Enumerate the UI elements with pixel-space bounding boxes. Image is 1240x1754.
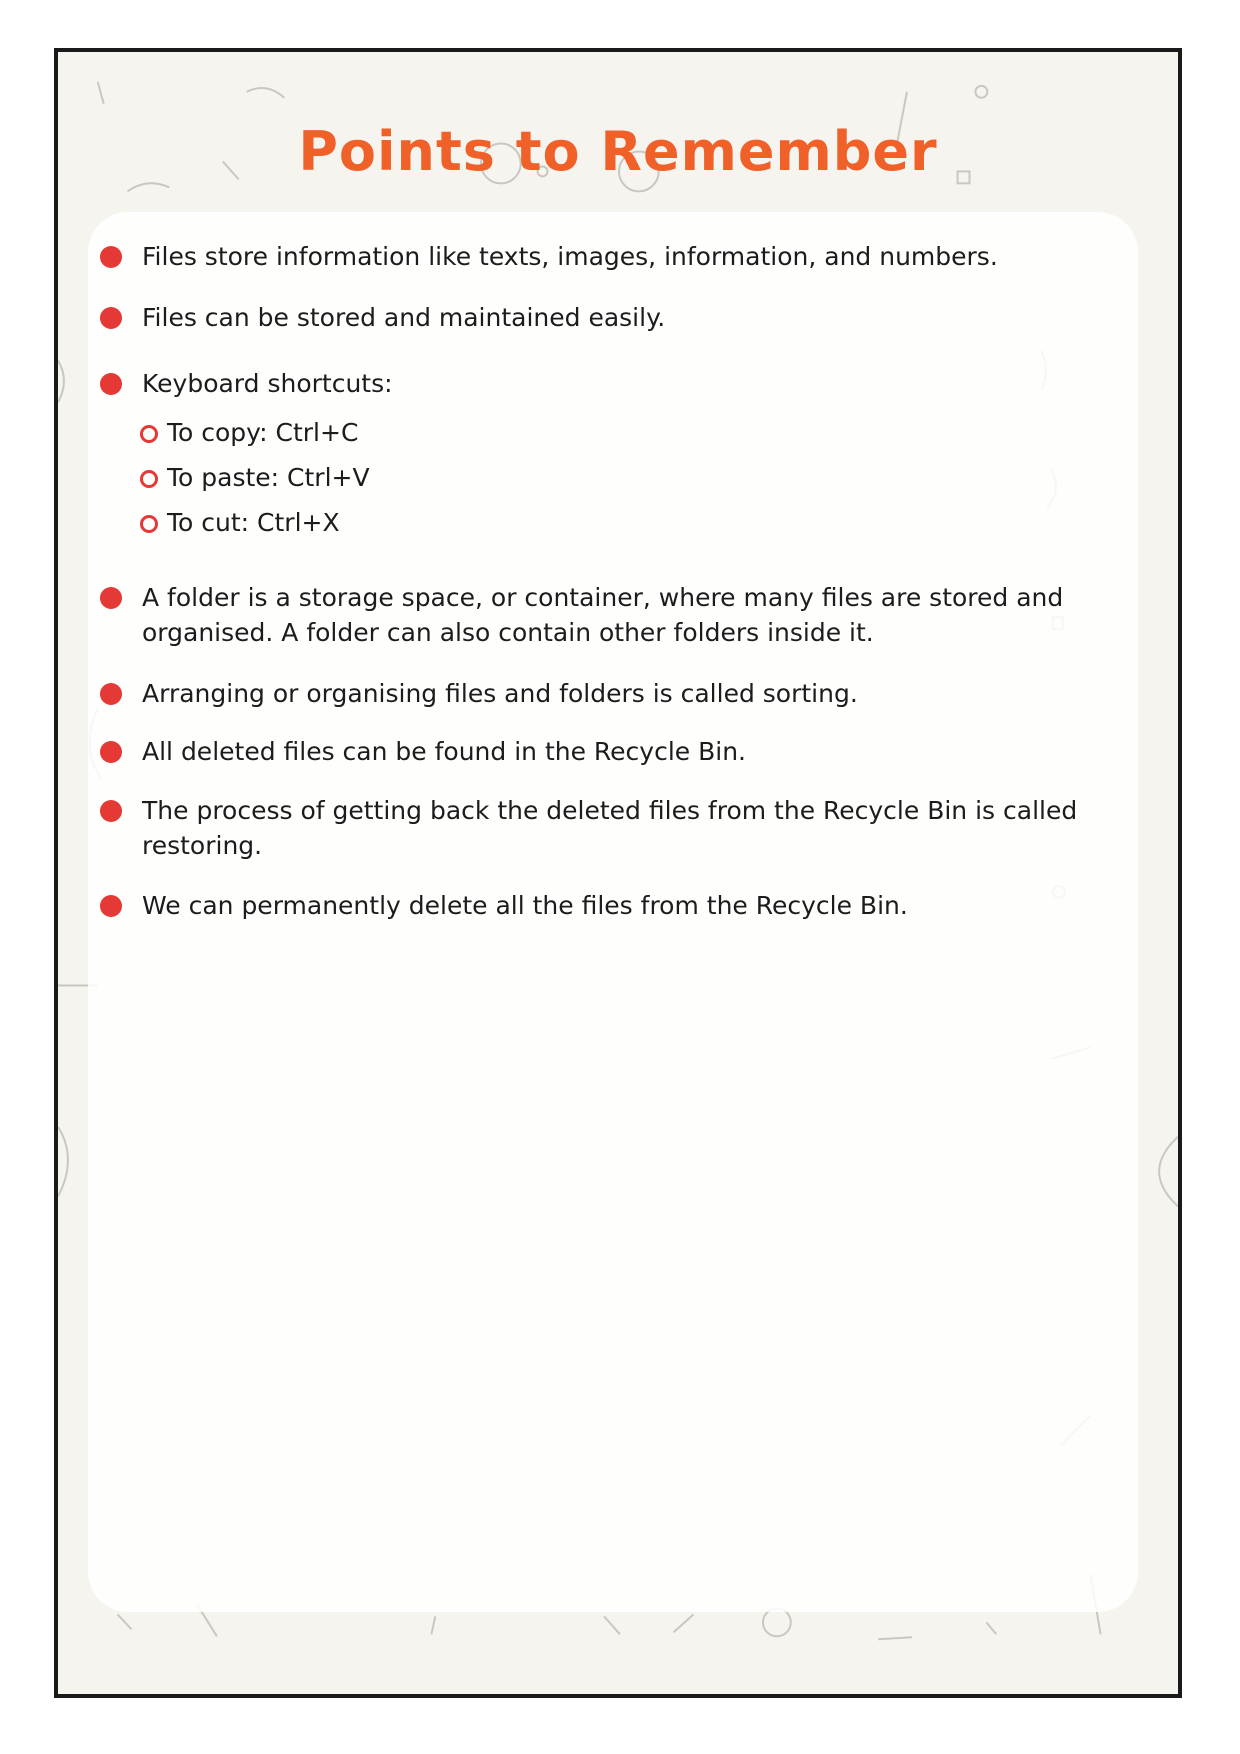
doodle-line [118,1614,132,1629]
bullet-icon [100,307,122,329]
point-text: The process of getting back the deleted files from the Recycle Bin is called restoring. [142,796,1078,860]
page-frame [54,48,1182,1698]
shortcut-text: To paste: Ctrl+V [167,463,370,492]
ring-bullet-icon [140,425,158,443]
bullet-icon [100,741,122,763]
doodle-line [878,1637,912,1639]
doodle-circle [763,1608,791,1636]
doodle-line [431,1616,435,1634]
page-title: Points to Remember [298,120,938,183]
point-text: All deleted files can be found in the Recycle Bin. [142,737,747,766]
doodle-arc [58,1127,68,1197]
doodle-arc [128,183,170,191]
ring-bullet-icon [140,470,158,488]
bullet-icon [100,800,122,822]
bullet-icon [100,373,122,395]
shortcut-text: To copy: Ctrl+C [167,418,359,447]
bullet-icon [100,683,122,705]
doodle-arc [1159,1137,1178,1207]
point-text: Keyboard shortcuts: [142,369,393,398]
bullet-icon [100,246,122,268]
doodle-circle [975,86,987,98]
doodle-line [674,1614,694,1632]
ring-bullet-icon [140,515,158,533]
shortcut-text: To cut: Ctrl+X [167,508,340,537]
point-text: A folder is a storage space, or container, where many files are stored and organised. A folder can also contain other folders inside it. [142,583,1064,647]
point-text: We can permanently delete all the files from the Recycle Bin. [142,891,908,920]
doodle-line [604,1616,620,1634]
doodle-arc [247,88,285,98]
point-text: Arranging or organising files and folders is called sorting. [142,679,858,708]
doodle-line [98,82,104,104]
point-text: Files can be stored and maintained easily. [142,303,666,332]
doodle-line [986,1622,996,1634]
bullet-icon [100,895,122,917]
bullet-icon [100,587,122,609]
doodle-arc [58,360,64,402]
point-text: Files store information like texts, images, information, and numbers. [142,242,998,271]
